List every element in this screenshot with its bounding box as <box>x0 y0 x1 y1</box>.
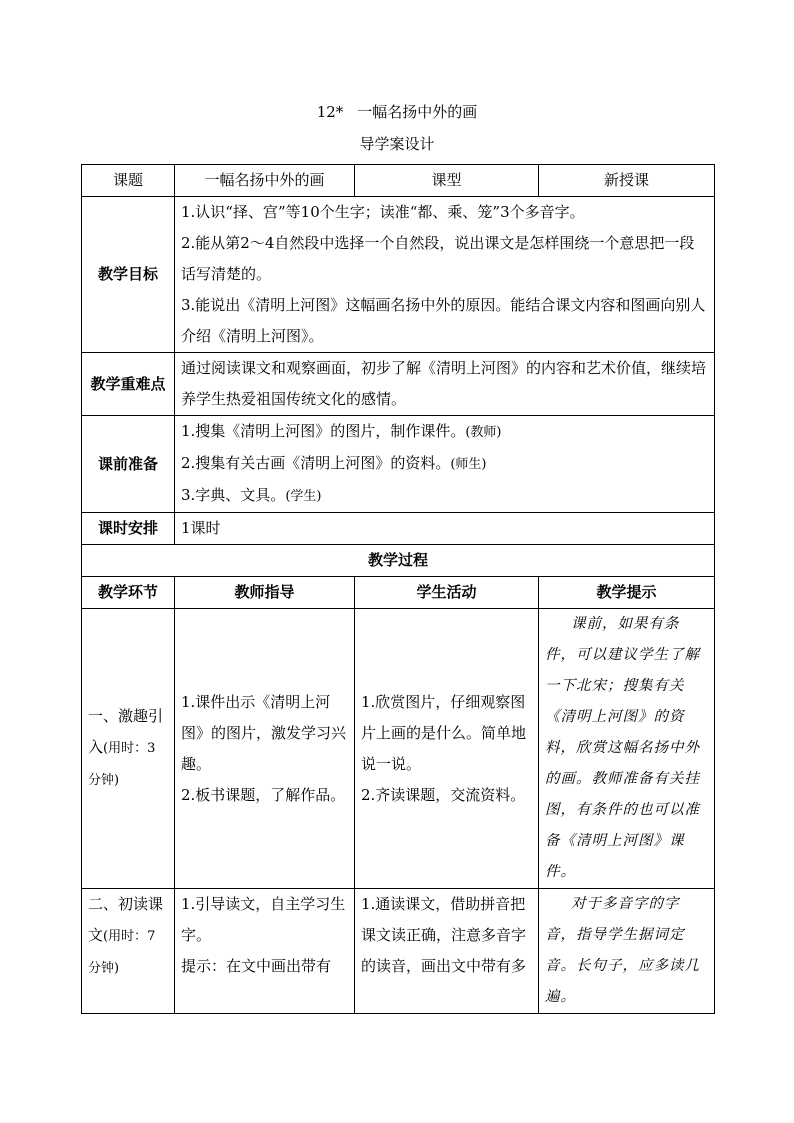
process-row <box>82 889 715 1014</box>
teacher-step: 2.板书课题，了解作品。 <box>181 785 346 804</box>
process-title-row <box>82 545 715 577</box>
teaching-tip: 对于多音字的字音，指导学生据词定音。长句子，应多读几遍。 <box>545 896 700 1005</box>
goal-item: 1.认识“择、宫”等10个生字；读准“都、乘、笼”3个多音字。 <box>181 203 585 221</box>
goals-label: 教学目标 <box>82 197 175 353</box>
time-row <box>82 513 715 545</box>
teaching-tip: 课前，如果有条件，可以建议学生了解一下北宋；搜集有关《清明上河图》的资料，欣赏这幅名扬中外的画。教师准备有关挂图，有条件的也可以准备《清明上河图》课件。 <box>545 616 700 880</box>
lesson-title <box>0 101 794 123</box>
teacher-step: 1.课件出示《清明上河图》的图片，激发学习兴趣。 <box>181 692 347 773</box>
goal-item: 2.能从第2～4自然段中选择一个自然段，说出课文是怎样围绕一个意思把一段话写清楚的。 <box>181 234 695 283</box>
prep-label: 课前准备 <box>82 416 175 513</box>
column-header: 教学环节 <box>82 577 175 609</box>
student-activity-cell <box>355 889 539 1014</box>
column-header: 学生活动 <box>355 577 539 609</box>
teacher-step: 1.引导读文，自主学习生字。 <box>181 895 346 944</box>
keypoints-label: 教学重难点 <box>82 353 175 416</box>
stage-time: (用时：3分钟) <box>88 741 156 788</box>
teacher-step: 提示：在文中画出带有 <box>181 957 332 975</box>
lesson-number: 12* <box>316 103 344 121</box>
keypoints-row <box>82 353 715 416</box>
goals-cell <box>175 197 715 353</box>
process-section-title: 教学过程 <box>82 545 715 577</box>
column-header: 教师指导 <box>175 577 355 609</box>
stage-cell <box>82 609 175 889</box>
column-header: 教学提示 <box>539 577 715 609</box>
process-row <box>82 609 715 889</box>
prep-role: (学生) <box>285 489 322 504</box>
stage-time: (用时：7分钟) <box>88 929 156 976</box>
page-subtitle: 导学案设计 <box>359 135 435 153</box>
process-header-row <box>82 577 715 609</box>
topic-value: 一幅名扬中外的画 <box>175 165 355 197</box>
topic-row <box>82 165 715 197</box>
lesson-plan-table <box>81 164 715 1014</box>
prep-item: 3.字典、文具。(学生) <box>181 486 322 504</box>
goal-item: 3.能说出《清明上河图》这幅画名扬中外的原因。能结合课文内容和图画向别人介绍《清明上河图》。 <box>181 296 706 345</box>
teacher-guidance-cell <box>175 609 355 889</box>
goals-row <box>82 197 715 353</box>
student-step: 1.欣赏图片，仔细观察图片上画的是什么。简单地说一说。 <box>361 692 527 773</box>
student-activity-cell <box>355 609 539 889</box>
prep-row <box>82 416 715 513</box>
student-step: 1.通读课文，借助拼音把课文读正确，注意多音字的读音，画出文中带有多 <box>361 895 527 975</box>
teaching-tip-cell <box>539 609 715 889</box>
lesson-title-text: 一幅名扬中外的画 <box>357 103 478 121</box>
prep-cell <box>175 416 715 513</box>
prep-role: (师生) <box>450 457 487 472</box>
prep-role: (教师) <box>465 425 502 440</box>
prep-item: 1.搜集《清明上河图》的图片，制作课件。(教师) <box>181 422 502 440</box>
type-value: 新授课 <box>539 165 715 197</box>
type-label: 课型 <box>355 165 539 197</box>
keypoints-text: 通过阅读课文和观察画面，初步了解《清明上河图》的内容和艺术价值，继续培养学生热爱祖国传统文化的感情。 <box>175 353 715 416</box>
stage-name: 一、激趣引入 <box>88 707 164 756</box>
stage-cell <box>82 889 175 1014</box>
time-value: 1课时 <box>175 513 715 545</box>
teacher-guidance-cell <box>175 889 355 1014</box>
teaching-tip-cell <box>539 889 715 1014</box>
stage-name: 二、初读课文 <box>88 895 164 944</box>
time-label: 课时安排 <box>82 513 175 545</box>
prep-item: 2.搜集有关古画《清明上河图》的资料。(师生) <box>181 454 487 472</box>
topic-label: 课题 <box>82 165 175 197</box>
student-step: 2.齐读课题，交流资料。 <box>361 785 526 804</box>
